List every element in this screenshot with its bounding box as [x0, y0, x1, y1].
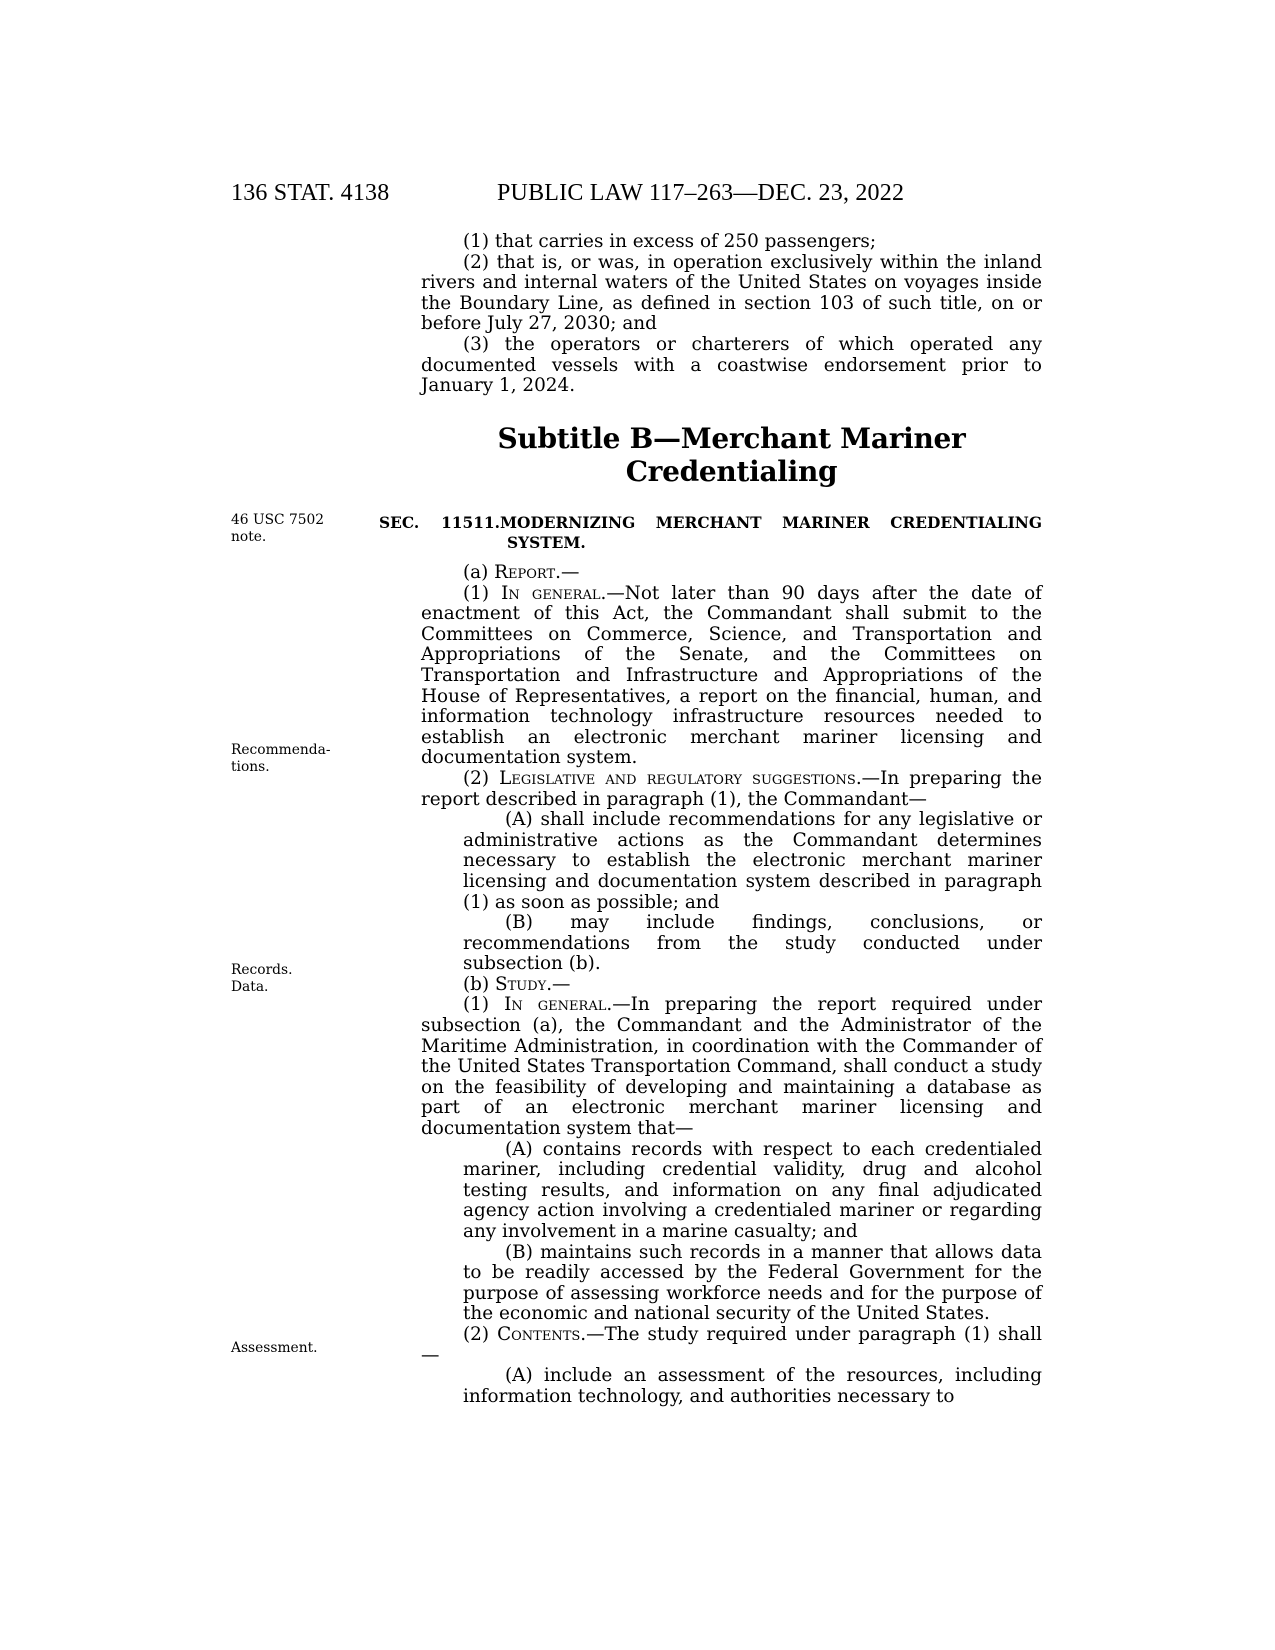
section-title-line-1: MODERNIZING MERCHANT MARINER CREDENTIALING [500, 514, 1042, 532]
paragraph-b2: (2) Contents.—The study required under paragraph (1) shall— [421, 1323, 1042, 1366]
paragraph-b1-heading: In general [504, 994, 607, 1016]
margin-note-usc-line-2: note. [231, 529, 267, 545]
subsection-b-heading: (b) Study.— [463, 973, 571, 995]
subtitle-heading [421, 422, 1042, 488]
paragraph-a1-heading: In general [501, 582, 601, 604]
section-number: SEC. 11511. [379, 514, 500, 532]
margin-note-records-data [231, 962, 292, 996]
margin-note-recommendations-line-2: tions. [231, 759, 270, 775]
subsection-b-title: Study [494, 973, 547, 995]
subtitle-line-1: Subtitle B—Merchant Mariner [497, 422, 966, 455]
margin-note-assessment-text: Assessment. [231, 1340, 318, 1356]
intro-paragraph-2: (2) that is, or was, in operation exclusively within the inland rivers and internal waters of the United States on voyages inside the Boundary Line, as defined in section 103 of such title, on or before July 27, 2030; and [421, 251, 1042, 335]
subsection-a-title: Report [494, 562, 556, 583]
subparagraph-b1-A: (A) contains records with respect to each credentialed mariner, including credential validity, drug and alcohol testing results, and information on any final adjudicated agency action involving a credentialed mariner or regarding any involvement in a marine casualty; and [463, 1138, 1042, 1242]
paragraph-a2: (2) Legislative and regulatory suggestions.—In preparing the report described in paragraph (1), the Commandant— [421, 767, 1042, 810]
intro-paragraph-3: (3) the operators or charterers of which operated any documented vessels with a coastwise endorsement prior to January 1, 2024. [421, 333, 1042, 397]
subparagraph-b1-B: (B) maintains such records in a manner that allows data to be readily accessed by the Federal Government for the purpose of assessing workforce needs and for the purpose of the economic and national security of the United States. [463, 1241, 1042, 1325]
margin-note-records: Records. [231, 962, 293, 978]
margin-note-recommendations [231, 742, 331, 776]
subparagraph-a2-B: (B) may include findings, conclusions, or recommendations from the study conducted under subsection (b). [463, 912, 1042, 975]
subparagraph-a2-A: (A) shall include recommendations for any legislative or administrative actions as the Commandant determines necessary to establish the electronic merchant mariner licensing and documentation system described in paragraph (1) as soon as possible; and [463, 809, 1042, 913]
margin-note-assessment [231, 1340, 318, 1357]
intro-paragraphs [421, 232, 1042, 397]
section-heading [379, 513, 1042, 553]
intro-paragraph-1: (1) that carries in excess of 250 passengers; [463, 231, 877, 252]
paragraph-b1: (1) In general.—In preparing the report required under subsection (a), the Commandant and the Administrator of the Maritime Administration, in coordination with the Commander of the United States Transportation Command, shall conduct a study on the feasibility of developing and maintaining a database as part of an electronic merchant mariner licensing and documentation system that— [421, 994, 1042, 1140]
statute-page-reference: 136 STAT. 4138 [231, 180, 390, 206]
subsection-a-heading: (a) Report.— [463, 562, 580, 583]
margin-note-data: Data. [231, 979, 269, 995]
margin-note-usc [231, 512, 324, 546]
margin-note-recommendations-line-1: Recommenda- [231, 742, 331, 758]
public-law-title: PUBLIC LAW 117–263—DEC. 23, 2022 [497, 180, 905, 206]
paragraph-a1: (1) In general.—Not later than 90 days after the date of enactment of this Act, the Commandant shall submit to the Committees on Commerce, Science, and Transportation and Appropriations of the Senate, and the Committees on Transportation and Infrastructure and Appropriations of the House of Representatives, a report on the financial, human, and information technology infrastructure resources needed to establish an electronic merchant mariner licensing and documentation system. [421, 582, 1042, 769]
paragraph-b2-heading: Contents [497, 1323, 581, 1345]
margin-note-usc-line-1: 46 USC 7502 [231, 512, 325, 528]
section-title-line-2: SYSTEM. [507, 534, 586, 552]
subparagraph-b2-A: (A) include an assessment of the resources, including information technology, and authorities necessary to [463, 1365, 1042, 1407]
paragraph-a2-heading: Legislative and regulatory suggestions [499, 767, 856, 789]
subtitle-line-2: Credentialing [625, 455, 838, 488]
section-body [421, 563, 1042, 1407]
